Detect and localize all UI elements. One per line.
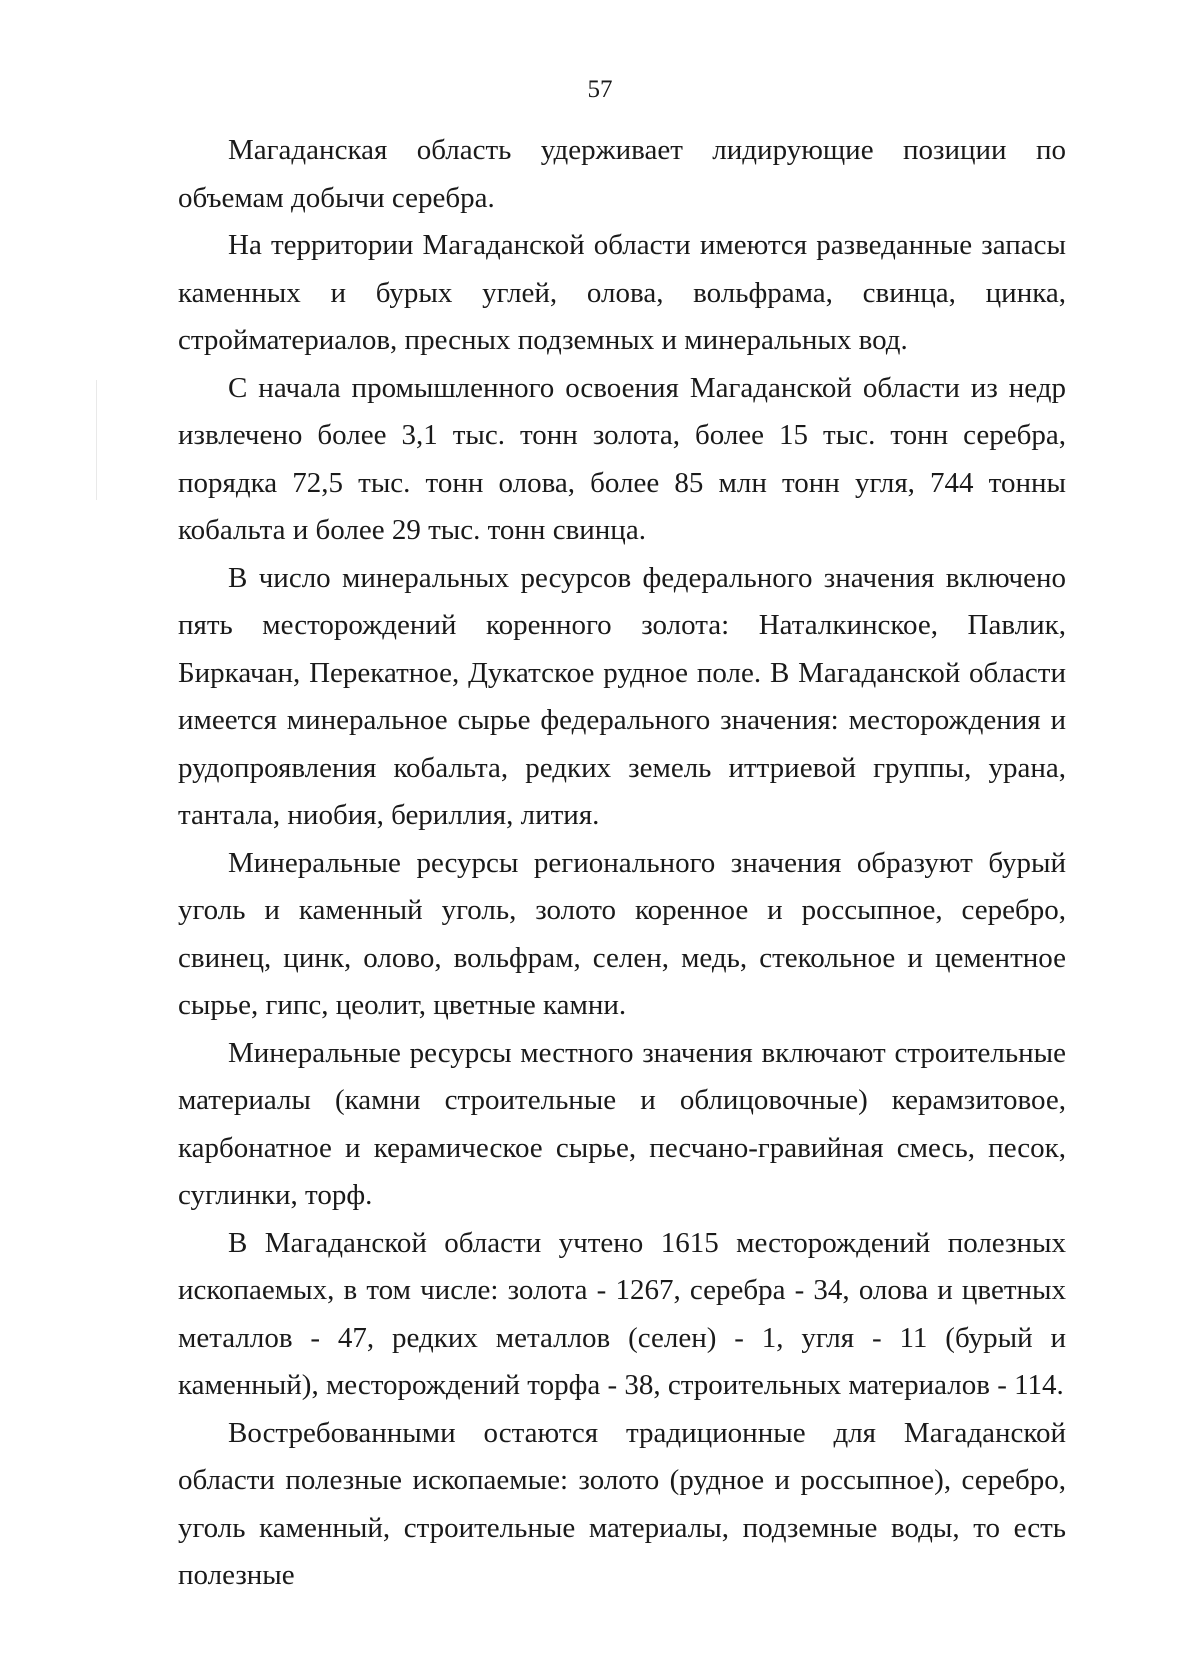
- paragraph-3: С начала промышленного освоения Магаданской области из недр извлечено более 3,1 тыс. тонн золота, более 15 тыс. тонн серебра, порядка 72,5 тыс. тонн олова, более 85 млн тонн угля, 744 тонны кобальта и более 29 тыс. тонн свинца.: [178, 371, 1066, 546]
- paragraph-1: Магаданская область удерживает лидирующие позиции по объемам добычи серебра.: [178, 134, 1066, 214]
- paragraph-2: На территории Магаданской области имеются разведанные запасы каменных и бурых углей, олова, вольфрама, свинца, цинка, стройматериалов, пресных подземных и минеральных вод.: [178, 229, 1066, 356]
- paragraph-4: В число минеральных ресурсов федерального значения включено пять месторождений коренного золота: Наталкинское, Павлик, Биркачан, Перекатное, Дукатское рудное поле. В Магаданской области имеется минеральное сырье федерального значения: месторождения и рудопроявления кобальта, редких земель иттриевой группы, урана, тантала, ниобия, бериллия, лития.: [178, 561, 1066, 831]
- paragraph-6: Минеральные ресурсы местного значения включают строительные материалы (камни строительные и облицовочные) керамзитовое, карбонатное и керамическое сырье, песчано-гравийная смесь, песок, суглинки, торф.: [178, 1036, 1066, 1211]
- paragraph-7: В Магаданской области учтено 1615 месторождений полезных ископаемых, в том числе: золота - 1267, серебра - 34, олова и цветных металлов - 47, редких металлов (селен) - 1, угля - 11 (бурый и каменный), месторождений торфа - 38, строительных материалов - 114.: [178, 1226, 1066, 1401]
- scan-artifact-line: [96, 380, 97, 500]
- paragraph-5: Минеральные ресурсы регионального значения образуют бурый уголь и каменный уголь, золото коренное и россыпное, серебро, свинец, цинк, олово, вольфрам, селен, медь, стекольное и цементное сырье, гипс, цеолит, цветные камни.: [178, 846, 1066, 1021]
- paragraph-8: Востребованными остаются традиционные для Магаданской области полезные ископаемые: золото (рудное и россыпное), серебро, уголь каменный, строительные материалы, подземные воды, то есть полезные: [178, 1416, 1066, 1591]
- document-body: [178, 127, 1066, 1600]
- page-number: 57: [587, 76, 613, 103]
